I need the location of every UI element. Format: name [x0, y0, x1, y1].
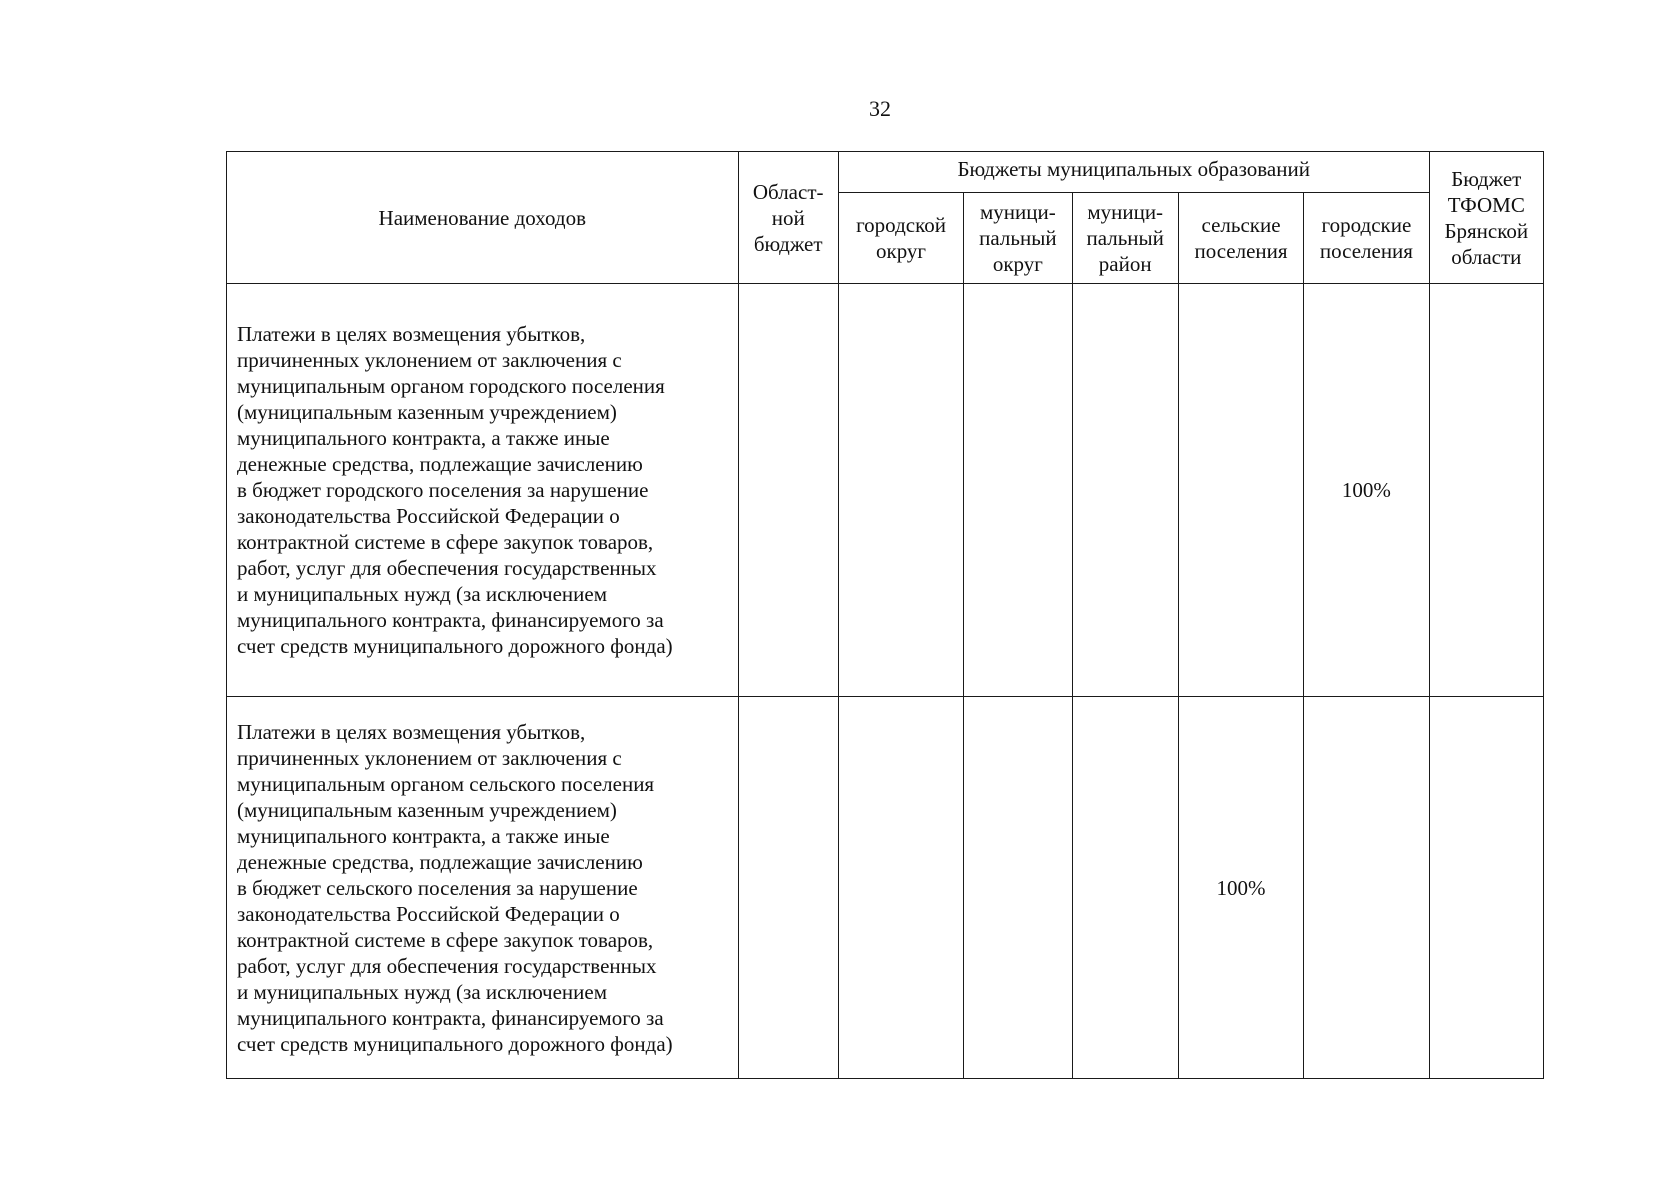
municipal-area-cell [1072, 697, 1178, 1079]
urban-settlements-cell: 100% [1304, 284, 1429, 697]
income-name-cell: Платежи в целях возмещения убытков, причиненных уклонением от заключения с муниципальным органом городского поселения (муниципальным казенным учреждением) муниципального контракта, а также иные денежные средства, подлежащие зачислению в бюджет городского поселения за нарушение законодательства Российской Федерации о контрактной системе в сфере закупок товаров, работ, услуг для обеспечения государственных и муниципальных нужд (за исключением муниципального контракта, финансируемого за счет средств муниципального дорожного фонда) [227, 284, 739, 697]
page-number: 32 [869, 96, 891, 121]
header-income-name: Наименование доходов [227, 152, 739, 284]
header-regional-budget: Област- ной бюджет [738, 152, 838, 284]
header-municipal-district: муници- пальный округ [964, 193, 1072, 284]
header-rural-settlements: сельские поселения [1178, 193, 1303, 284]
tfoms-budget-cell [1429, 284, 1543, 697]
tfoms-budget-cell [1429, 697, 1543, 1079]
municipal-district-cell [964, 284, 1072, 697]
header-row-top [227, 152, 1544, 193]
regional-budget-cell [738, 284, 838, 697]
rural-settlements-cell: 100% [1178, 697, 1303, 1079]
header-urban-settlements: городские поселения [1304, 193, 1429, 284]
income-name-cell: Платежи в целях возмещения убытков, причиненных уклонением от заключения с муниципальным органом сельского поселения (муниципальным казенным учреждением) муниципального контракта, а также иные денежные средства, подлежащие зачислению в бюджет сельского поселения за нарушение законодательства Российской Федерации о контрактной системе в сфере закупок товаров, работ, услуг для обеспечения государственных и муниципальных нужд (за исключением муниципального контракта, финансируемого за счет средств муниципального дорожного фонда) [227, 697, 739, 1079]
table-row [227, 697, 1544, 1079]
header-municipal-area: муници- пальный район [1072, 193, 1178, 284]
header-municipal-budgets: Бюджеты муниципальных образований [838, 152, 1429, 193]
table-row [227, 284, 1544, 697]
municipal-district-cell [964, 697, 1072, 1079]
header-city-district: городской округ [838, 193, 963, 284]
regional-budget-cell [738, 697, 838, 1079]
urban-settlements-cell [1304, 697, 1429, 1079]
income-distribution-table [226, 151, 1544, 1079]
rural-settlements-cell [1178, 284, 1303, 697]
city-district-cell [838, 284, 963, 697]
header-tfoms-budget: Бюджет ТФОМС Брянской области [1429, 152, 1543, 284]
municipal-area-cell [1072, 284, 1178, 697]
city-district-cell [838, 697, 963, 1079]
